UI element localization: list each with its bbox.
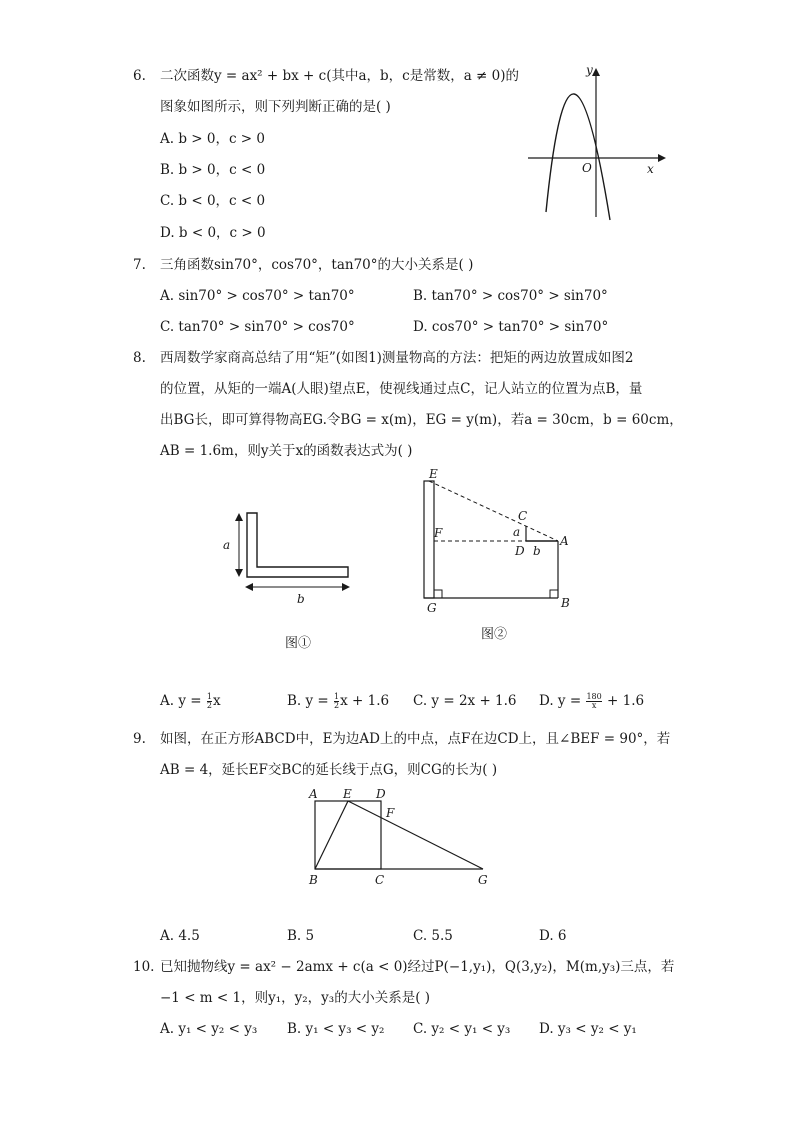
q9-number: 9.: [133, 731, 146, 747]
q9-label-e: E: [343, 787, 352, 801]
q8-option-b-suffix: x + 1.6: [340, 693, 390, 709]
q9-square-figure: [300, 782, 500, 892]
q8-fig1-arrow-up-icon: [235, 513, 243, 521]
q8-fig2-label-g: G: [427, 601, 437, 615]
q6-stem-line1: 二次函数y = ax² + bx + c(其中a，b，c是常数，a ≠ 0)的: [160, 68, 520, 84]
q9-stem-line1: 如图，在正方形ABCD中，E为边AD上的中点，点F在边CD上，且∠BEF = 90°，若: [160, 731, 671, 747]
q6-x-arrow-icon: [658, 154, 666, 162]
q8-option-d: [539, 692, 644, 710]
q8-stem-line1: 西周数学家商高总结了用“矩”(如图1)测量物高的方法：把矩的两边放置成如图2: [160, 350, 634, 366]
q8-fig1-square-shape: [247, 513, 348, 577]
q10-option-b: B. y₁ < y₃ < y₂: [287, 1021, 385, 1037]
q10-stem-line1: 已知抛物线y = ax² − 2amx + c(a < 0)经过P(−1,y₁)，Q(3,y₂)，M(m,y₃)三点，若: [160, 959, 675, 975]
q8-figure-2-measurement: [415, 465, 585, 615]
q8-fig2-label-a-point: A: [560, 534, 569, 548]
q9-option-c: C. 5.5: [413, 928, 453, 944]
q6-option-d: D. b < 0，c > 0: [160, 225, 266, 241]
q8-option-b-numerator: 1: [334, 692, 340, 701]
q8-option-c-text: C. y = 2x + 1.6: [413, 693, 517, 709]
q8-fig1-label-a: a: [223, 538, 231, 552]
q8-fig2-label-e: E: [429, 467, 438, 481]
q7-number: 7.: [133, 257, 146, 273]
q8-fig1-arrow-down-icon: [235, 569, 243, 577]
q8-stem-line2: 的位置，从矩的一端A(人眼)望点E，使视线通过点C，记人站立的位置为点B，量: [160, 381, 643, 397]
q6-parabola-curve: [546, 94, 610, 220]
q7-option-d: D. cos70° > tan70° > sin70°: [413, 319, 609, 335]
q8-fig2-right-angle-g: [434, 590, 442, 598]
q6-y-arrow-icon: [592, 68, 600, 76]
q6-option-b: B. b > 0，c < 0: [160, 162, 266, 178]
q9-label-b: B: [309, 873, 318, 887]
q10-option-d: D. y₃ < y₂ < y₁: [539, 1021, 637, 1037]
q10-stem-line2: −1 < m < 1，则y₁，y₂，y₃的大小关系是( ): [160, 990, 431, 1006]
q8-option-b-denominator: 2: [334, 701, 340, 710]
q6-option-a: A. b > 0，c > 0: [160, 131, 266, 147]
q10-option-c: C. y₂ < y₁ < y₃: [413, 1021, 511, 1037]
q9-label-d: D: [376, 787, 386, 801]
q8-fig1-caption: 图①: [285, 636, 312, 651]
q8-fig2-object-pole: [424, 481, 434, 598]
q9-label-g: G: [478, 873, 488, 887]
q9-segment-eg: [348, 801, 483, 869]
q9-label-a: A: [309, 787, 318, 801]
q8-fig1-arrow-right-icon: [342, 583, 350, 591]
q8-option-a-prefix: A. y =: [160, 693, 206, 709]
q6-parabola-figure: [520, 62, 670, 222]
q8-option-d-fraction: [586, 693, 601, 710]
q8-option-a-denominator: 2: [206, 701, 212, 710]
q10-number: 10.: [133, 959, 155, 975]
q8-option-a-fraction: [207, 693, 212, 710]
q8-option-a: [160, 692, 221, 710]
q8-fig2-label-c: C: [518, 509, 528, 523]
q6-number: 6.: [133, 68, 146, 84]
q8-fig2-label-b-point: B: [561, 596, 570, 610]
q8-fig2-sightline-ea: [429, 481, 558, 541]
q8-fig2-label-d: D: [515, 544, 525, 558]
q8-number: 8.: [133, 350, 146, 366]
q8-stem-line4: AB = 1.6m，则y关于x的函数表达式为( ): [160, 443, 413, 459]
q9-option-b: B. 5: [287, 928, 315, 944]
q8-fig2-label-a-small: a: [513, 525, 521, 539]
q8-fig2-label-b-small: b: [533, 544, 541, 558]
q8-option-a-numerator: 1: [206, 692, 212, 701]
q6-stem-line2: 图象如图所示，则下列判断正确的是( ): [160, 99, 391, 115]
q8-figure-1-carpenter-square: [215, 505, 365, 610]
q8-fig1-label-b: b: [297, 592, 305, 606]
q7-stem-line1: 三角函数sin70°，cos70°，tan70°的大小关系是( ): [160, 257, 474, 273]
q9-label-c: C: [375, 873, 385, 887]
q8-fig1-arrow-left-icon: [245, 583, 253, 591]
q8-option-b-prefix: B. y =: [287, 693, 334, 709]
q8-fig2-caption: 图②: [481, 627, 508, 642]
q6-origin-label: O: [582, 161, 592, 175]
q8-option-d-numerator: 180: [586, 692, 602, 701]
q6-axis-y-label: y: [586, 63, 593, 77]
q8-option-d-suffix: + 1.6: [602, 693, 645, 709]
q9-segment-be: [315, 801, 348, 869]
q8-stem-line3: 出BG长，即可算得物高EG.令BG = x(m)，EG = y(m)，若a = 30cm，b = 60cm，: [160, 412, 683, 428]
q8-option-b: [287, 692, 389, 710]
q6-axis-x-label: x: [647, 162, 654, 176]
q8-option-c: [413, 692, 517, 710]
q9-option-d: D. 6: [539, 928, 567, 944]
q10-option-a: A. y₁ < y₂ < y₃: [160, 1021, 258, 1037]
q6-option-c: C. b < 0，c < 0: [160, 193, 266, 209]
q8-option-d-prefix: D. y =: [539, 693, 586, 709]
q8-fig2-label-f: F: [434, 526, 443, 540]
q8-option-a-suffix: x: [212, 693, 221, 709]
q9-option-a: A. 4.5: [160, 928, 200, 944]
q9-square-abcd: [315, 801, 381, 869]
q7-option-a: A. sin70° > cos70° > tan70°: [160, 288, 355, 304]
q9-stem-line2: AB = 4，延长EF交BC的延长线于点G，则CG的长为( ): [160, 762, 498, 778]
q8-fig2-right-angle-b: [550, 590, 558, 598]
q8-option-b-fraction: [334, 693, 339, 710]
q8-option-d-denominator: x: [586, 701, 601, 710]
q7-option-c: C. tan70° > sin70° > cos70°: [160, 319, 355, 335]
q9-label-f: F: [386, 806, 395, 820]
q7-option-b: B. tan70° > cos70° > sin70°: [413, 288, 608, 304]
